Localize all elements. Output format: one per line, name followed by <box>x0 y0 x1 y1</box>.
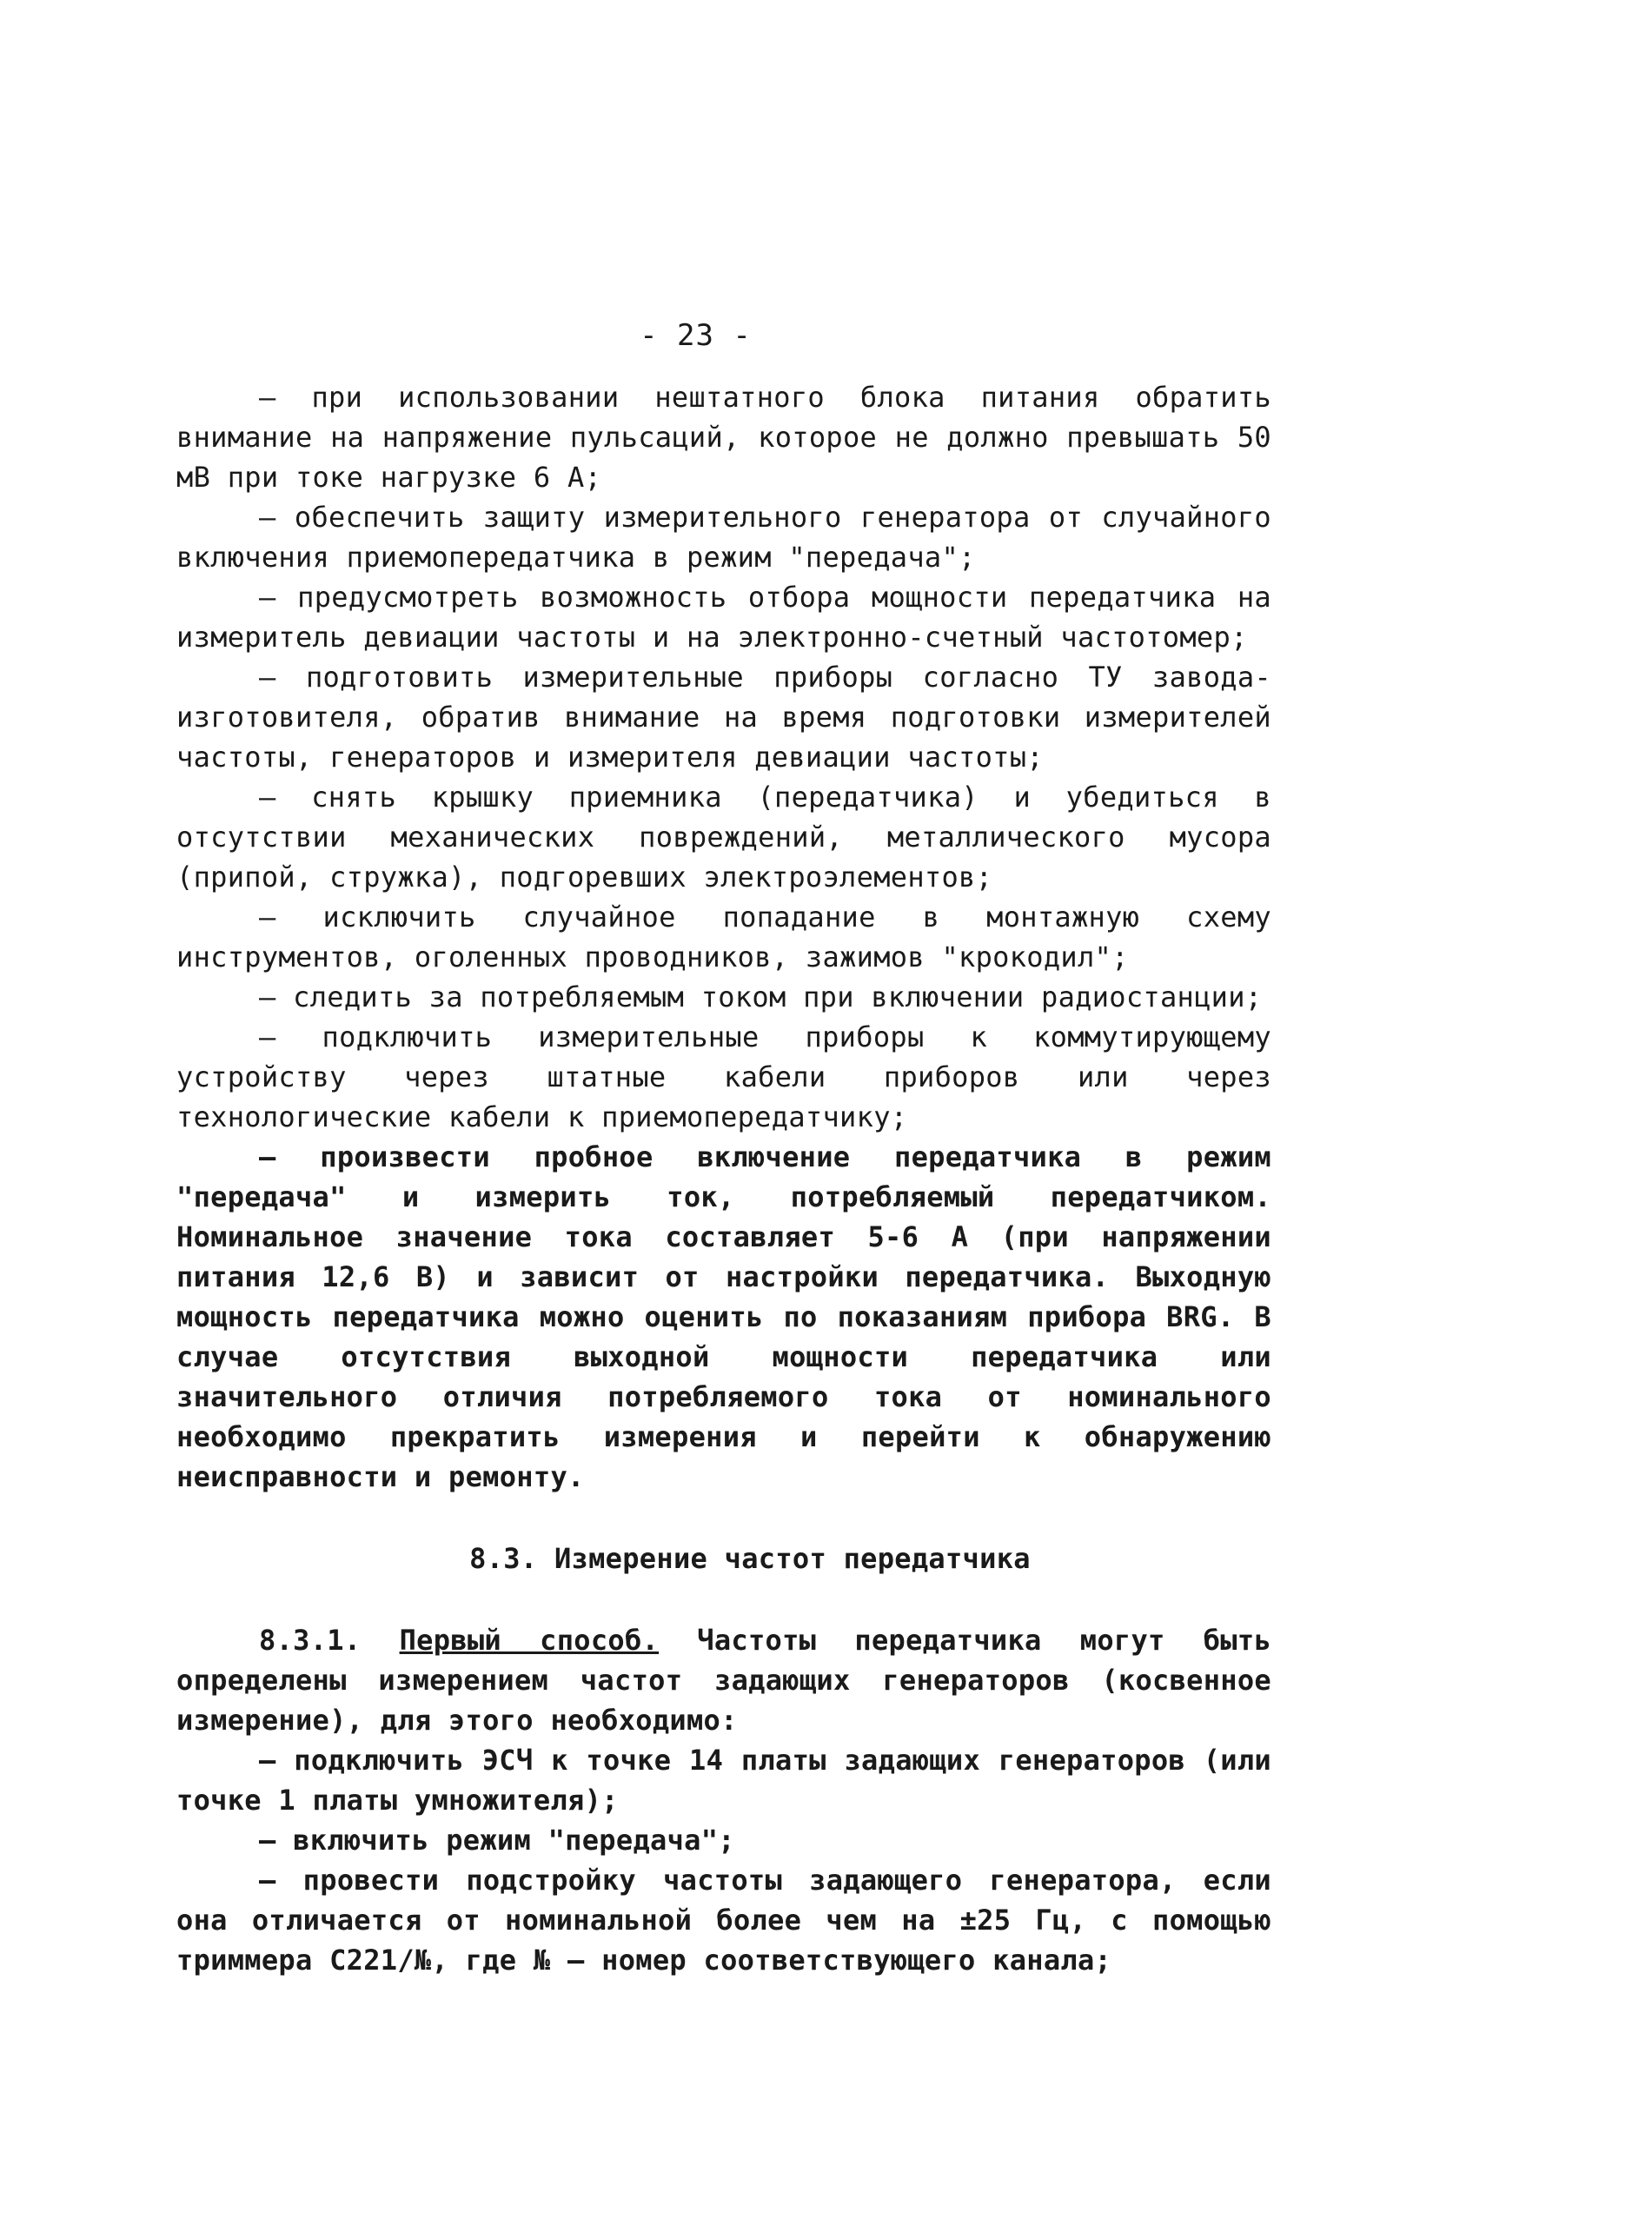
list-item: – обеспечить защиту измерительного генератора от случайного включения приемопередатчика в режим "передача"; <box>176 501 1271 574</box>
list-item: – предусмотреть возможность отбора мощности передатчика на измеритель девиации частоты и на электронно-счетный частотомер; <box>176 581 1271 654</box>
document-body <box>176 377 1271 1980</box>
step-item: – подключить ЭСЧ к точке 14 платы задающих генераторов (или точке 1 платы умножителя); <box>176 1744 1271 1817</box>
step-item: – провести подстройку частоты задающего генератора, если она отличается от номинальной более чем на ±25 Гц, с помощью триммера С221/№, где № – номер соответствующего канала; <box>176 1864 1271 1977</box>
list-item: – следить за потребляемым током при включении радиостанции; <box>259 980 1263 1013</box>
list-item: – исключить случайное попадание в монтажную схему инструментов, оголенных проводников, зажимов "крокодил"; <box>176 901 1271 974</box>
list-item: – подключить измерительные приборы к коммутирующему устройству через штатные кабели приборов или через технологические кабели к приемопередатчику; <box>176 1020 1271 1133</box>
step-item: – включить режим "передача"; <box>259 1824 735 1857</box>
list-item: – при использовании нештатного блока питания обратить внимание на напряжение пульсаций, которое не должно превышать 50 мВ при токе нагрузке 6 А; <box>176 381 1271 494</box>
list-item: – снять крышку приемника (передатчика) и убедиться в отсутствии механических повреждений, металлического мусора (припой, стружка), подгоревших электроэлементов; <box>176 781 1271 894</box>
page-number: - 23 - <box>640 318 752 353</box>
list-item: – произвести пробное включение передатчика в режим "передача" и измерить ток, потребляемый передатчиком. Номинальное значение тока составляет 5-6 А (при напряжении питания 12,6 В) и зависит от настройки передатчика. Выходную мощность передатчика можно оценить по показаниям прибора BRG. В случае отсутствия выходной мощности передатчика или значительного отличия потребляемого тока от номинального необходимо прекратить измерения и перейти к обнаружению неисправности и ремонту. <box>176 1140 1271 1493</box>
section-heading: 8.3. Измерение частот передатчика <box>469 1542 1031 1575</box>
subsection-title: Первый способ. <box>399 1624 660 1657</box>
subsection-text: Частоты передатчика могут быть определены измерением частот задающих генераторов (косвенное измерение), для этого необходимо: <box>176 1624 1272 1737</box>
subsection-paragraph <box>176 1620 1271 1740</box>
subsection-number: 8.3.1. <box>259 1624 362 1657</box>
list-item: – подготовить измерительные приборы согласно ТУ завода-изготовителя, обратив внимание на время подготовки измерителей частоты, генераторов и измерителя девиации частоты; <box>176 661 1271 774</box>
